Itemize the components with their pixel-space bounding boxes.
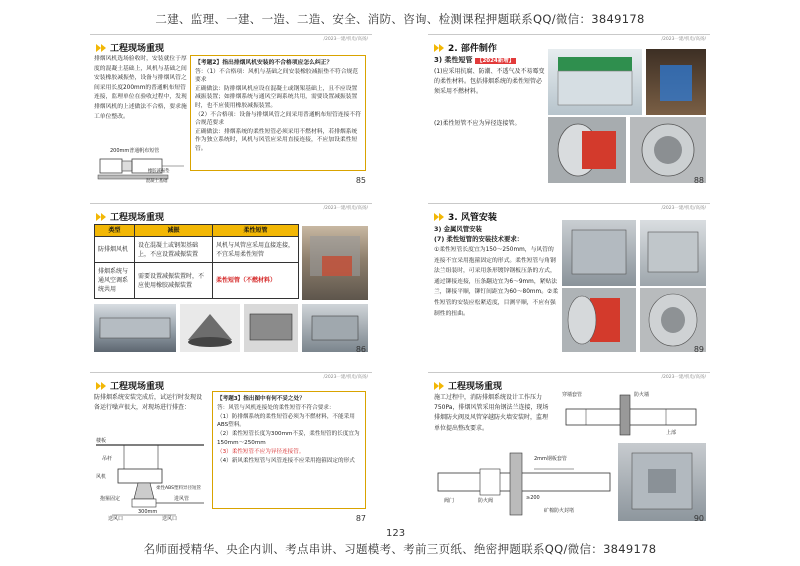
duct-photo	[646, 49, 706, 115]
question-text: 【考题2】指出排烟风机安装的不合格项应怎么纠正？	[195, 60, 333, 66]
diagram-label: 吊杆	[102, 456, 113, 462]
chevron-bullet-icon	[96, 382, 107, 390]
scenario-text: 施工过程中，消防排烟系统设计工作压力750Pa，排烟风管采用角钢法兰连接，现场排烟防火阀及风管穿越防火墙安装时，监理单位提出整改要求。	[434, 394, 549, 432]
duct-photo	[562, 220, 636, 286]
table-header: 减振	[135, 225, 213, 237]
duct-photo	[548, 49, 642, 115]
diagram-label: 送风口	[108, 516, 124, 521]
scenario-text: 防排烟系统安装完成后，试运行时发现设备运行噪声很大，对现场进行排查：	[94, 394, 203, 411]
diagram-label: 橡胶减振垫	[148, 169, 170, 174]
flex-duct-photo	[630, 117, 706, 183]
diagram-label: 穿墙套管	[562, 392, 583, 398]
slide-tag: /2023一建/机电/高扬/	[661, 206, 706, 211]
diagram-label: 上部	[666, 430, 677, 436]
site-photo	[618, 443, 706, 521]
slide-heading: 3. 风管安装	[434, 210, 497, 223]
slide-85	[90, 34, 372, 188]
slide-heading: 工程现场重现	[96, 41, 164, 54]
slide-number: 88	[693, 176, 704, 185]
answer-line: 正确做法：防排烟风机应设在混凝土或钢架基础上，且不应设置减振装置；如排烟系统与通风空调系统共用，需要设置减振装置时，也不应使用橡胶减振装置。	[195, 85, 358, 109]
section-text: (2)柔性短管不应为异径连接管。	[434, 120, 521, 127]
new-2024-badge: 【2024新增】	[476, 58, 515, 64]
duct-photo	[640, 220, 706, 286]
slide-heading: 2. 部件制作	[434, 41, 497, 54]
table-header: 类型	[95, 225, 135, 237]
diagram-label: 柔性ABS塑料异径短管	[156, 486, 201, 491]
answer-line: （2）柔性短管长度为300mm不妥，柔性短管的长度宜为150mm～250mm	[217, 431, 360, 446]
fire-damper-diagram	[434, 447, 614, 521]
flex-duct-photo	[548, 117, 626, 183]
table-row: 防排烟风机 设在混凝土或钢架基础上，不应设置减振装置 风机与风管应采用直接连接，不宜采用柔性短管	[95, 237, 299, 263]
fan-hanger-diagram	[94, 435, 208, 521]
comparison-table	[94, 224, 299, 299]
page-number: 123	[386, 528, 406, 539]
slide-heading: 工程现场重现	[96, 210, 164, 223]
scenario-text: 排烟风机选场验收时，安装就位于厚度的混凝土基础上，风机与基础之间安装橡胶减振垫，设备与排烟风管之间采用长度200mm的普通帆布短管连接，监理单位在验收过程中，发现排烟风机的上述做法不合格，要求施工单位整改。	[94, 56, 187, 120]
chevron-bullet-icon	[96, 213, 107, 221]
fan-diagram	[96, 145, 188, 183]
site-photo	[244, 304, 298, 352]
slide-number: 90	[693, 514, 704, 523]
slide-87	[90, 372, 372, 526]
diagram-label: 防火墙	[634, 392, 650, 398]
slide-number: 85	[355, 176, 366, 185]
chevron-bullet-icon	[434, 382, 445, 390]
chevron-bullet-icon	[434, 44, 445, 52]
diagram-label: 防火阀	[478, 498, 494, 504]
slide-tag: /2023一建/机电/高扬/	[323, 206, 368, 211]
section-text: ①柔性短管长度宜为150～250mm，与风管的连接不宜采用抱箍固定的形式。柔性短管与角钢法兰组装时，可采用条形镀锌钢板压条的方式，通过铆接连接，压条翻边宜为6～9mm，紧贴法兰，铆接平顺，铆钉间距宜为60～80mm。②柔性短管的安装应松紧适度，目测平顺，不应有强制性的扭曲。	[434, 247, 558, 317]
slide-90	[428, 372, 710, 526]
slide-88	[428, 34, 710, 188]
question-text: 【考题3】指出图中有何不妥之处？	[217, 396, 305, 402]
slide-tag: /2023一建/机电/高扬/	[323, 37, 368, 42]
diagram-label: 混凝土基础	[146, 179, 168, 183]
bottom-banner: 名师面授精华、央企内训、考点串讲、习题模考、考前三页纸、绝密押题联系QQ/微信：3849178	[143, 542, 657, 556]
diagram-label: 进风管	[174, 496, 190, 502]
site-photo	[94, 304, 176, 352]
slide-heading: 工程现场重现	[434, 379, 502, 392]
diagram-label: 2mm钢板套管	[534, 456, 567, 462]
site-photo	[180, 304, 240, 352]
flex-duct-photo	[640, 288, 706, 352]
answer-line: 正确做法：排烟系统的柔性短管必须采用不燃材料，若排烟系统作为独立系统时，风机与风管应采用直接连接，不应加设柔性短管。	[195, 128, 358, 152]
chevron-bullet-icon	[434, 213, 445, 221]
answer-line: 答：（1）不合格项：风机与基础之间安装橡胶减振垫不符合规范要求	[195, 68, 359, 84]
slide-tag: /2023一建/机电/高扬/	[661, 37, 706, 42]
slide-heading: 工程现场重现	[96, 379, 164, 392]
fire-damper-diagram	[556, 389, 706, 439]
subsection-title: 3) 柔性短管 【2024新增】	[434, 56, 515, 64]
table-header: 柔性短管	[213, 225, 299, 237]
slide-number: 89	[693, 345, 704, 354]
top-banner: 二建、监理、一建、一造、二造、安全、消防、咨询、检测课程押题联系QQ/微信：3849178	[155, 12, 645, 26]
diagram-label: ≥200	[526, 495, 540, 501]
diagram-label: 300mm	[138, 509, 158, 515]
slide-number: 86	[355, 345, 366, 354]
flex-duct-photo	[562, 288, 636, 352]
diagram-label: 阀门	[444, 498, 455, 504]
slide-number: 87	[355, 514, 366, 523]
slide-86	[90, 203, 372, 357]
answer-line: （1）防排烟系统的柔性短管必须为不燃材料，不能采用ABS塑料。	[217, 413, 355, 429]
table-row: 排烟系统与通风空调系统共用 需要设置减振装置时，不应使用橡胶减振装置 柔性短管（不燃材料）	[95, 263, 299, 299]
slide-tag: /2023一建/机电/高扬/	[661, 375, 706, 380]
diagram-label: 抱箍固定	[100, 496, 121, 502]
answer-line: （2）不合格项：设备与排烟风管之间采用普通帆布短管连接不符合规范要求	[195, 111, 362, 127]
subsection-title: (7) 柔性短管的安装技术要求：	[434, 235, 524, 243]
section-text: (1)应采用抗腐、防潮、不透气及不易霉变的柔性材料。包括排烟系统的柔性短管必须采用不燃材料。	[434, 68, 545, 96]
answer-line: （4）新风柔性短管与风管连接不应采用抱箍固定的形式	[217, 457, 355, 464]
slide-tag: /2023一建/机电/高扬/	[323, 375, 368, 380]
diagram-label: 楼板	[96, 438, 107, 444]
diagram-label: 送风口	[162, 516, 178, 521]
answer-box	[190, 55, 366, 171]
answer-line: （3）柔性短管不应为异径连接管。	[217, 448, 305, 455]
answer-box	[212, 391, 366, 509]
chevron-bullet-icon	[96, 44, 107, 52]
diagram-label: 200mm普通帆布短管	[110, 148, 160, 154]
site-photo	[302, 226, 368, 300]
answer-line: 答：风管与风机连接处的柔性短管不符合要求：	[217, 404, 335, 411]
diagram-label: 矿棉防火封堵	[544, 508, 575, 514]
subsection-title: 3) 金属风管安装	[434, 225, 482, 233]
diagram-label: 风机	[96, 474, 107, 480]
slide-89	[428, 203, 710, 357]
